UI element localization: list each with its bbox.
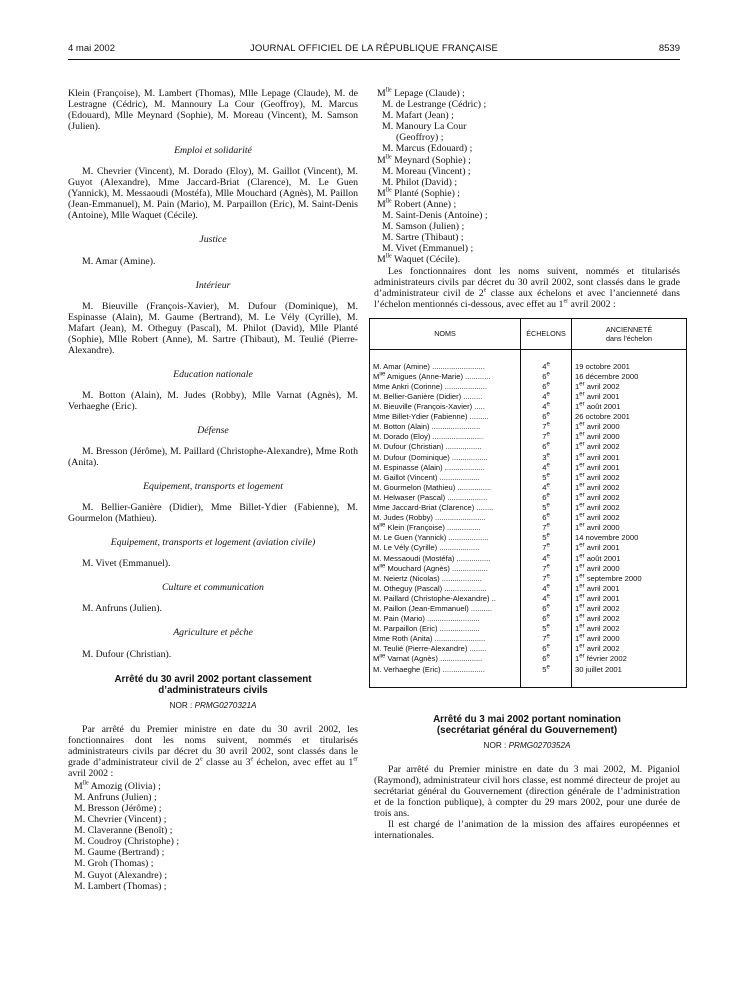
table-row (370, 483, 687, 493)
cell-anciennete: 1er avril 2002 (572, 483, 687, 493)
table-row (370, 442, 687, 452)
cell-name: M. Messaoudi (Mostéfa) ................ (373, 553, 491, 563)
list-item: M. Moreau (Vincent) ; (382, 165, 471, 177)
spacer-cell (370, 349, 521, 362)
table-row (370, 614, 687, 624)
cell-anciennete: 1er avril 2002 (572, 473, 687, 483)
list-item: $M^{lle}$ Lepage (Claude) ; (377, 87, 465, 99)
table-row (370, 493, 687, 503)
cell-echelon: 6e (521, 493, 572, 503)
spacer-cell (370, 675, 521, 688)
cell-name: Mme Roth (Anita) ........................ (373, 634, 486, 644)
classement-paragraph: Les fonctionnaires dont les noms suivent, nommés et titularisés administrateurs civils par décret du 30 avril 2002, sont classés dans le grade d’administrateur civil de 2e classe aux échelons et avec l’ancienneté dans l’échelon mentionnés ci-dessous, avec effet au 1er avril 2002 : (374, 265, 680, 310)
cell-name: $M^{lle}$ Mouchard (Agnès) ................. (373, 563, 488, 573)
cell-anciennete: 1er avril 2002 (572, 442, 687, 452)
cell-anciennete: 1er avril 2002 (572, 382, 687, 392)
left-column (68, 88, 358, 892)
cell-name: M. Amar (Amine) ......................... (373, 361, 485, 371)
arrete-title-line: (secrétariat général du Gouvernement) (436, 724, 618, 736)
table-row (370, 584, 687, 594)
cell-anciennete: 14 novembre 2000 (572, 533, 687, 543)
table-row (370, 564, 687, 574)
col-header-anciennete-line1: ANCIENNETÉ (605, 324, 653, 334)
cell-name: M. Le Vély (Cyrille) ................... (373, 543, 480, 553)
cell-anciennete: 1er avril 2000 (572, 432, 687, 442)
list-item: $M^{lle}$ Waquet (Cécile). (377, 254, 461, 266)
cell-name: M. Parpaillon (Eric) ................... (373, 624, 480, 634)
cell-name: M. Gaillot (Vincent) ................... (373, 472, 480, 482)
section-names: M. Vivet (Emmanuel). (82, 558, 171, 570)
cell-echelon: 4e (521, 553, 572, 563)
nor-code: PRMG0270352A (508, 740, 571, 750)
cell-anciennete: 1er février 2002 (572, 654, 687, 664)
cell-name: $M^{lle}$ Varnat (Agnès) .................... (373, 654, 483, 664)
section-names: M. Anfruns (Julien). (82, 603, 163, 615)
cell-echelon: 5e (521, 503, 572, 513)
cell-name: M. Gourmelon (Mathieu) ................ (373, 482, 492, 492)
section-names: M. Chevrier (Vincent), M. Dorado (Eloy), M. Gaillot (Vincent), M. Guyot (Alexandre), Mme Jaccard-Briat (Clarence), M. Le Guen (Yannick), M. Messaoudi (Mostéfa), Mlle Mouchard (Agnès), M. Paillon (Jean-Emmanuel), M. Pain (Mario), M. Parpaillon (Eric), M. Saint-Denis (Antoine), Mlle Waquet (Cécile). (68, 166, 358, 222)
cell-anciennete: 1er avril 2000 (572, 523, 687, 533)
list-item: M. Philot (David) ; (382, 176, 458, 188)
cell-name: Mme Billet-Ydier (Fabienne) ......... (373, 412, 489, 422)
table-row (370, 473, 687, 483)
table-row (370, 402, 687, 412)
cell-anciennete: 1er avril 2001 (572, 584, 687, 594)
table-row (370, 432, 687, 442)
list-item: M. Manoury La Cour (382, 121, 467, 133)
section-title: Emploi et solidarité (174, 145, 252, 157)
table-spacer-row (370, 349, 687, 362)
cell-echelon: 6e (521, 604, 572, 614)
echelon-table (369, 318, 687, 688)
cell-anciennete: 1er septembre 2000 (572, 574, 687, 584)
cell-name: M. Bieuville (François-Xavier) ..... (373, 402, 485, 412)
cell-echelon: 6e (521, 513, 572, 523)
section-names: M. Bellier-Ganière (Didier), Mme Billet-Ydier (Fabienne), M. Gourmelon (Mathieu). (68, 502, 358, 525)
section-names: M. Botton (Alain), M. Judes (Robby), Mlle Varnat (Agnès), M. Verhaeghe (Eric). (68, 389, 358, 412)
spacer-cell (572, 349, 687, 362)
section-title: Equipement, transports et logement (143, 481, 283, 493)
cell-anciennete: 1er avril 2001 (572, 453, 687, 463)
list-item: $M^{lle}$ Meynard (Sophie) ; (377, 154, 471, 166)
cell-echelon: 7e (521, 543, 572, 553)
cell-echelon: 4e (521, 362, 572, 372)
arrete-title-nomination (374, 714, 680, 736)
table-row (370, 362, 687, 372)
list-item: $M^{lle}$ Planté (Sophie) ; (377, 187, 461, 199)
cell-echelon: 4e (521, 463, 572, 473)
list-item: (Geoffroy) ; (396, 132, 444, 144)
table-row (370, 372, 687, 382)
cell-name: M. Neiertz (Nicolas) ................... (373, 573, 482, 583)
cell-name: M. Bellier-Ganière (Didier) ......... (373, 392, 483, 402)
cell-name: M. Dufour (Dominique) ................. (373, 452, 488, 462)
table-row (370, 654, 687, 664)
section-title: Education nationale (173, 368, 253, 380)
table-row (370, 634, 687, 644)
spacer-cell (521, 349, 572, 362)
cell-echelon: 3e (521, 453, 572, 463)
cell-echelon: 4e (521, 594, 572, 604)
cell-name: $M^{lle}$ Amigues (Anne-Marie) ............ (373, 371, 491, 381)
col-header-anciennete (572, 318, 687, 349)
list-item: M. Claveranne (Benoît) ; (74, 825, 173, 837)
section-names: M. Dufour (Christian). (82, 648, 172, 660)
cell-anciennete: 19 octobre 2001 (572, 362, 687, 372)
table-row (370, 665, 687, 675)
header-title: JOURNAL OFFICIEL DE LA RÉPUBLIQUE FRANÇAISE (249, 43, 499, 54)
list-item: M. Guyot (Alexandre) ; (74, 869, 168, 881)
table-row (370, 604, 687, 614)
section-title: Equipement, transports et logement (aviation civile) (110, 537, 316, 549)
cell-name: M. Judes (Robby) ........................ (373, 513, 486, 523)
cell-echelon: 7e (521, 422, 572, 432)
cell-name: Mme Jaccard-Briat (Clarence) ........ (373, 503, 494, 513)
section-names: M. Amar (Amine). (82, 255, 156, 267)
cell-echelon: 5e (521, 533, 572, 543)
nor-code: PRMG0270321A (194, 700, 257, 710)
list-item: M. Anfruns (Julien) ; (74, 791, 157, 803)
arrete-title-line: Arrêté du 30 avril 2002 portant classement (114, 673, 312, 685)
list-item: M. Groh (Thomas) ; (74, 858, 154, 870)
cell-name: $M^{lle}$ Klein (Françoise) ................ (373, 523, 481, 533)
cell-echelon: 4e (521, 402, 572, 412)
cell-anciennete: 1er avril 2002 (572, 604, 687, 614)
table-row (370, 422, 687, 432)
section-title: Justice (199, 234, 227, 246)
arrete-title-line: Arrêté du 3 mai 2002 portant nomination (433, 713, 621, 725)
cell-name: M. Dorado (Eloy) ........................ (373, 432, 484, 442)
table-row (370, 543, 687, 553)
cell-echelon: 6e (521, 614, 572, 624)
cell-name: M. Teulié (Pierre-Alexandre) ........ (373, 644, 487, 654)
cell-anciennete: 1er avril 2001 (572, 594, 687, 604)
table-row (370, 523, 687, 533)
nomination-mission: Il est chargé de l’animation de la mission des affaires européennes et internationales. (374, 818, 680, 841)
header-rule (68, 59, 680, 60)
table-row (370, 574, 687, 584)
arrete-body: Par arrêté du Premier ministre en date du 30 avril 2002, les fonctionnaires dont les noms suivent, nommés et titularisés administrateurs civils par décret du 30 avril 2002, sont classés dans le grade d’administrateur civil de 2e classe au 3e échelon, avec effet au 1er avril 2002 : (68, 723, 358, 779)
col-header-echelons: ÉCHELONS (521, 318, 572, 349)
cell-echelon: 7e (521, 564, 572, 574)
cell-echelon: 7e (521, 634, 572, 644)
list-item: $M^{lle}$ Robert (Anne) ; (377, 198, 457, 210)
cell-echelon: 7e (521, 432, 572, 442)
list-item: M. de Lestrange (Cédric) ; (382, 99, 487, 111)
cell-echelon: 6e (521, 654, 572, 664)
cell-anciennete: 30 juillet 2001 (572, 665, 687, 675)
section-title: Agriculture et pêche (173, 627, 253, 639)
cell-anciennete: 1er avril 2002 (572, 614, 687, 624)
classement-name-list-continued (374, 88, 680, 266)
table-row (370, 382, 687, 392)
table-row (370, 513, 687, 523)
cell-name: M. Paillard (Christophe-Alexandre) .. (373, 593, 496, 603)
cell-name: Mme Ankri (Corinne) .................... (373, 381, 487, 391)
table-spacer-row (370, 675, 687, 688)
list-item: M. Chevrier (Vincent) ; (74, 814, 167, 826)
cell-anciennete: 1er avril 2000 (572, 634, 687, 644)
cell-name: M. Paillon (Jean-Emmanuel) .......... (373, 603, 493, 613)
cell-name: M. Helwaser (Pascal) ................... (373, 492, 488, 502)
spacer-cell (572, 675, 687, 688)
cell-anciennete: 1er avril 2002 (572, 503, 687, 513)
list-item: $M^{lle}$ Amozig (Olivia) ; (74, 780, 161, 792)
cell-echelon: 6e (521, 382, 572, 392)
list-item: M. Gaume (Bertrand) ; (74, 847, 165, 859)
cell-anciennete: 1er avril 2000 (572, 564, 687, 574)
table-row (370, 594, 687, 604)
nor-label: NOR : (169, 700, 193, 710)
cell-name: M. Espinasse (Alain) ................... (373, 462, 485, 472)
cell-echelon: 7e (521, 574, 572, 584)
nor-label: NOR : (483, 740, 507, 750)
cell-anciennete: 1er avril 2002 (572, 624, 687, 634)
cell-echelon: 6e (521, 372, 572, 382)
cell-anciennete: 1er août 2001 (572, 402, 687, 412)
cell-echelon: 4e (521, 584, 572, 594)
cell-echelon: 6e (521, 644, 572, 654)
nomination-paragraph: Par arrêté du Premier ministre en date du 3 mai 2002, M. Piganiol (Raymond), administrateur civil hors classe, est nommé directeur de projet au secrétariat général du Gouvernement (direction générale de l’administration et de la fonction publique), à compter du 29 mars 2002, pour une durée de trois ans. (374, 763, 680, 819)
classement-name-list (68, 781, 358, 892)
cell-name: M. Otheguy (Pascal) .................... (373, 583, 487, 593)
list-item: M. Lambert (Thomas) ; (74, 880, 167, 892)
table-row (370, 392, 687, 402)
table-row (370, 503, 687, 513)
cell-anciennete: 1er avril 2000 (572, 422, 687, 432)
ministry-sections (68, 145, 358, 659)
section-title: Culture et communication (162, 582, 264, 594)
cell-anciennete: 1er avril 2001 (572, 392, 687, 402)
col-header-noms: NOMS (370, 318, 521, 349)
header-date: 4 mai 2002 (68, 43, 116, 54)
table-row (370, 463, 687, 473)
cell-anciennete: 26 octobre 2001 (572, 412, 687, 422)
cell-anciennete: 1er avril 2001 (572, 463, 687, 473)
table-row (370, 553, 687, 563)
nor-reference (374, 740, 680, 751)
cell-name: M. Botton (Alain) ....................... (373, 422, 481, 432)
cell-anciennete: 16 décembre 2000 (572, 372, 687, 382)
cell-echelon: 5e (521, 624, 572, 634)
cell-anciennete: 1er août 2001 (572, 553, 687, 563)
list-item: M. Vivet (Emmanuel) ; (382, 243, 474, 255)
spacer-cell (521, 675, 572, 688)
arrete-title-line: d’administrateurs civils (158, 684, 268, 696)
section-title: Défense (197, 424, 229, 436)
cell-name: M. Le Guen (Yannick) ................... (373, 533, 489, 543)
arrete-title-classement (68, 674, 358, 696)
cell-echelon: 5e (521, 473, 572, 483)
continued-name-list: Klein (Françoise), M. Lambert (Thomas), Mlle Lepage (Claude), M. de Lestragne (Cédric), M. Mannoury La Cour (Geoffroy), M. Marcus (Edouard), Mlle Meynard (Sophie), M. Moreau (Vincent), M. Samson (Julien). (68, 88, 358, 133)
cell-echelon: 4e (521, 483, 572, 493)
list-item: M. Samson (Julien) ; (382, 221, 465, 233)
col-header-anciennete-line2: dans l’échelon (606, 333, 652, 343)
cell-echelon: 6e (521, 442, 572, 452)
table-row (370, 533, 687, 543)
section-title: Intérieur (195, 279, 231, 291)
list-item: M. Sartre (Thibaut) ; (382, 232, 464, 244)
table-row (370, 644, 687, 654)
list-item: M. Saint-Denis (Antoine) ; (382, 210, 488, 222)
right-column (374, 88, 680, 841)
cell-echelon: 5e (521, 665, 572, 675)
table-body (370, 349, 687, 687)
section-names: M. Bieuville (François-Xavier), M. Dufour (Dominique), M. Espinasse (Alain), M. Gaume (Bertrand), M. Le Vély (Cyrille), M. Mafart (Jean), M. Otheguy (Pascal), M. Philot (David), Mlle Planté (Sophie), Mlle Robert (Anne), M. Sartre (Thibaut), M. Teulié (Pierre-Alexandre). (68, 300, 358, 356)
list-item: M. Bresson (Jérôme) ; (74, 803, 162, 815)
page-number: 8539 (658, 43, 680, 54)
table-row (370, 412, 687, 422)
nor-reference (68, 700, 358, 711)
cell-echelon: 6e (521, 412, 572, 422)
list-item: M. Mafart (Jean) ; (382, 110, 454, 122)
cell-anciennete: 1er avril 2002 (572, 493, 687, 503)
cell-echelon: 7e (521, 523, 572, 533)
cell-anciennete: 1er avril 2002 (572, 513, 687, 523)
cell-name: M. Pain (Mario) ......................... (373, 614, 480, 624)
table-row (370, 453, 687, 463)
cell-name: M. Dufour (Christian) ................. (373, 442, 482, 452)
list-item: M. Coudroy (Christophe) ; (74, 836, 180, 848)
section-names: M. Bresson (Jérôme), M. Paillard (Christophe-Alexandre), Mme Roth (Anita). (68, 446, 358, 469)
table-row (370, 624, 687, 634)
cell-name: M. Verhaeghe (Eric) .................... (373, 664, 485, 674)
cell-anciennete: 1er avril 2002 (572, 644, 687, 654)
cell-anciennete: 1er avril 2001 (572, 543, 687, 553)
cell-echelon: 4e (521, 392, 572, 402)
list-item: M. Marcus (Edouard) ; (382, 143, 473, 155)
table-header-row (370, 318, 687, 349)
